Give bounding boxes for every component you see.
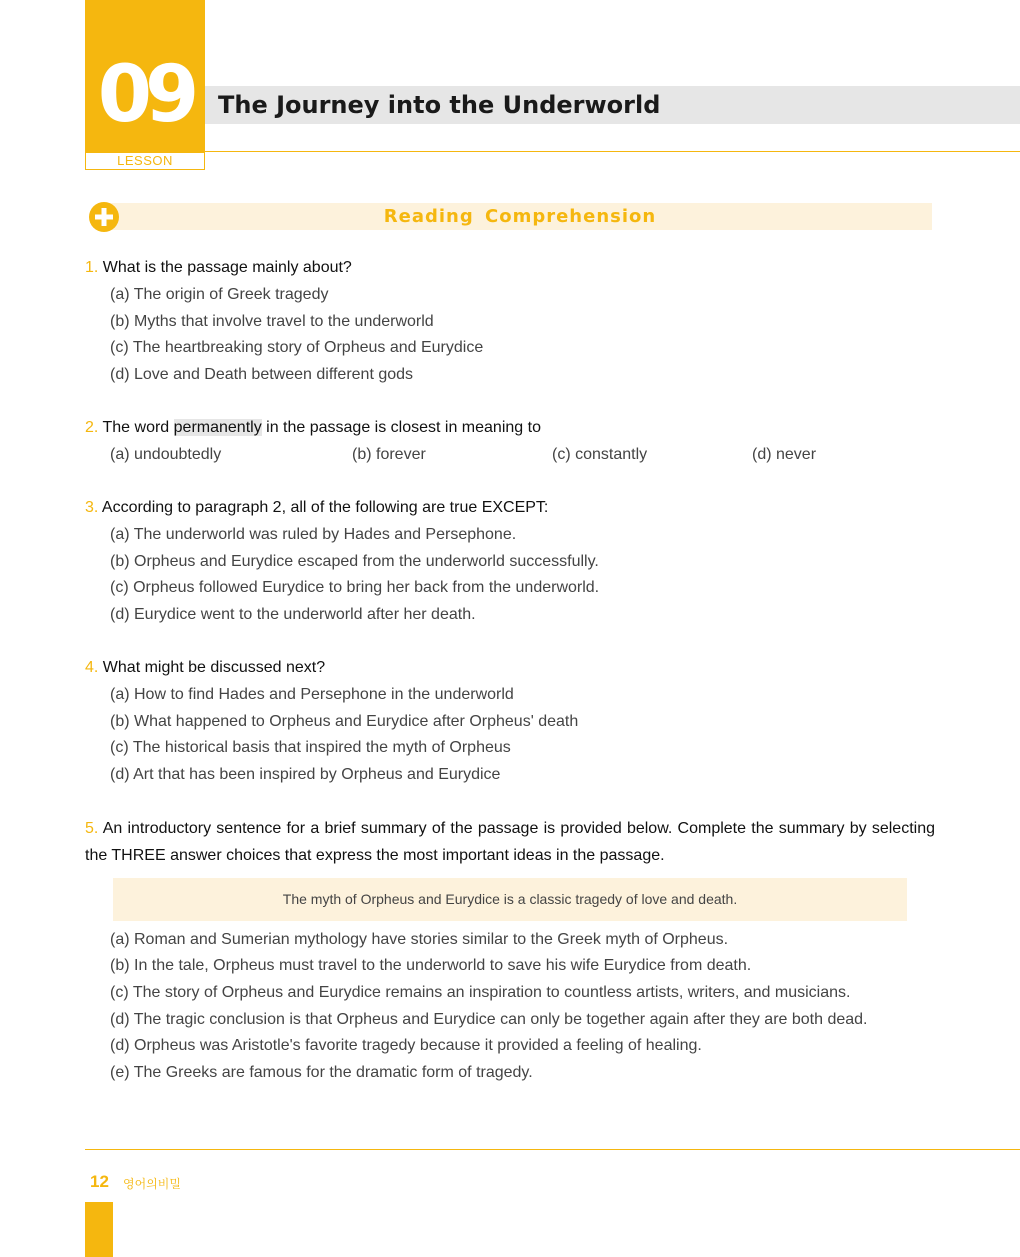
lesson-number: 09 (97, 50, 193, 140)
option-5b: (b) In the tale, Orpheus must travel to the underworld to save his wife Eurydice from death. (110, 957, 752, 974)
question-2 (85, 419, 541, 437)
plus-circle-icon (88, 201, 120, 233)
question-text: An introductory sentence for a brief summary of the passage is provided below. Complete the summary by selecting the THREE answer choices that express the most important ideas in the passage. (85, 820, 935, 864)
option-5c: (c) The story of Orpheus and Eurydice remains an inspiration to countless artists, writers, and musicians. (110, 984, 851, 1001)
option-5e: (e) The Greeks are famous for the dramatic form of tragedy. (110, 1064, 533, 1081)
question-text-before: The word (102, 419, 174, 436)
option-5d-second: (d) Orpheus was Aristotle's favorite tragedy because it provided a feeling of healing. (110, 1037, 702, 1054)
question-text: What might be discussed next? (102, 659, 326, 676)
option-4c: (c) The historical basis that inspired the myth of Orpheus (110, 739, 511, 756)
highlighted-word: permanently (173, 419, 262, 436)
option-1c: (c) The heartbreaking story of Orpheus and Eurydice (110, 339, 484, 356)
option-4d: (d) Art that has been inspired by Orpheus and Eurydice (110, 766, 501, 783)
option-2a: (a) undoubtedly (110, 446, 222, 463)
footer-tab (85, 1202, 113, 1257)
option-5a: (a) Roman and Sumerian mythology have stories similar to the Greek myth of Orpheus. (110, 931, 729, 948)
question-number: 5. (85, 820, 99, 837)
question-number: 3. (85, 499, 99, 516)
section-title: Reading Comprehension (383, 206, 657, 227)
option-2c: (c) constantly (552, 446, 648, 463)
option-5d: (d) The tragic conclusion is that Orpheus and Eurydice can only be together again after they are both dead. (110, 1011, 868, 1028)
option-2d: (d) never (752, 446, 817, 463)
option-1b: (b) Myths that involve travel to the underworld (110, 313, 434, 330)
question-number: 4. (85, 659, 99, 676)
question-text-after: in the passage is closest in meaning to (261, 419, 541, 436)
question-3 (85, 499, 548, 517)
page-number: 12 (90, 1172, 109, 1191)
question-4 (85, 659, 325, 677)
lesson-label: LESSON (85, 152, 205, 170)
question-5 (85, 815, 935, 869)
question-text: According to paragraph 2, all of the following are true EXCEPT: (101, 499, 549, 516)
option-1a: (a) The origin of Greek tragedy (110, 286, 329, 303)
question-text: What is the passage mainly about? (102, 259, 352, 276)
option-4a: (a) How to find Hades and Persephone in the underworld (110, 686, 514, 703)
footer-rule (85, 1149, 1020, 1150)
question-1 (85, 259, 352, 277)
book-title: 영어의비밀 (123, 1177, 181, 1191)
option-3c: (c) Orpheus followed Eurydice to bring her back from the underworld. (110, 579, 600, 596)
option-3d: (d) Eurydice went to the underworld after her death. (110, 606, 476, 623)
summary-sentence: The myth of Orpheus and Eurydice is a classic tragedy of love and death. (113, 878, 907, 921)
option-2b: (b) forever (352, 446, 426, 463)
question-number: 2. (85, 419, 99, 436)
option-1d: (d) Love and Death between different gods (110, 366, 414, 383)
lesson-title: The Journey into the Underworld (218, 91, 661, 119)
option-3b: (b) Orpheus and Eurydice escaped from the underworld successfully. (110, 553, 599, 570)
question-number: 1. (85, 259, 99, 276)
option-4b: (b) What happened to Orpheus and Eurydice after Orpheus' death (110, 713, 579, 730)
option-3a: (a) The underworld was ruled by Hades and Persephone. (110, 526, 517, 543)
title-rule (205, 151, 1020, 152)
